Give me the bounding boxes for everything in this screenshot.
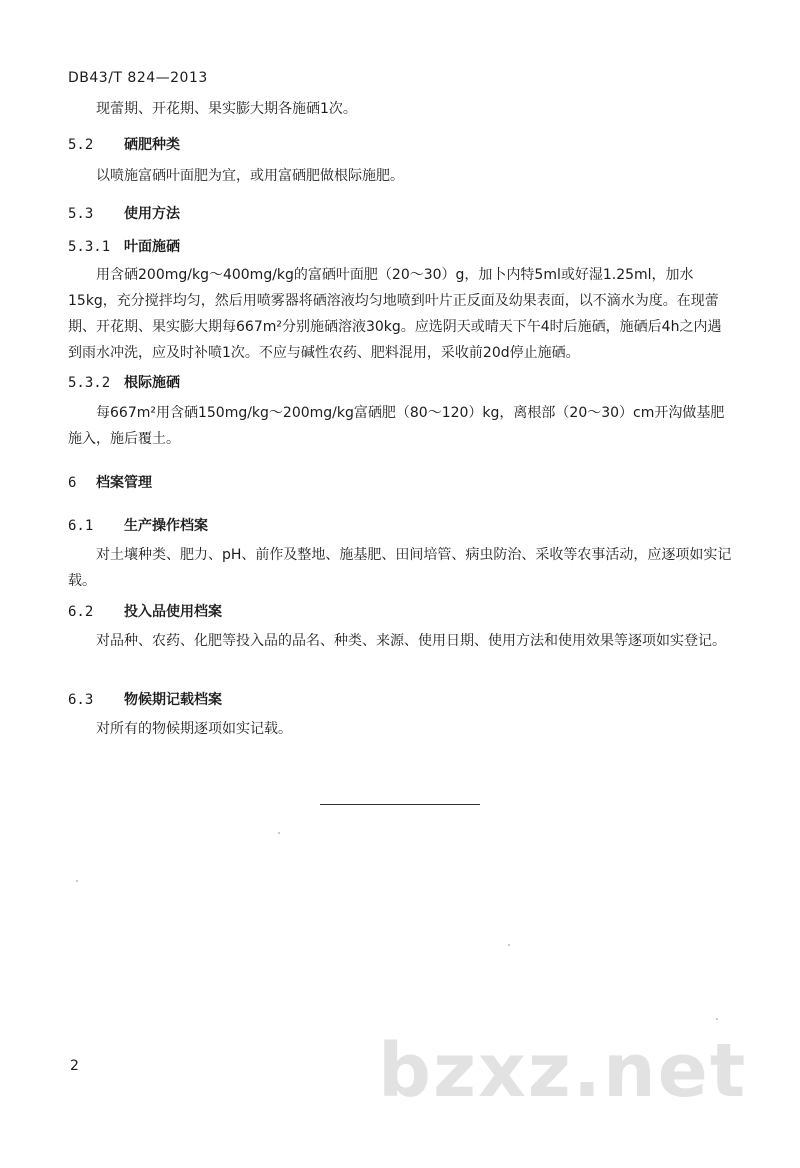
section-number: 5.2 xyxy=(68,137,94,153)
scan-speck xyxy=(508,944,510,946)
page-number: 2 xyxy=(70,1058,79,1074)
standard-code-header: DB43/T 824—2013 xyxy=(68,70,208,86)
section-5-3-heading xyxy=(68,203,180,223)
scan-speck xyxy=(76,880,78,882)
section-number: 6.2 xyxy=(68,604,94,620)
scan-speck xyxy=(278,832,280,834)
section-title: 硒肥种类 xyxy=(124,137,180,153)
paragraph-5-3-2: 每667m²用含硒150mg/kg～200mg/kg富硒肥（80～120）kg，离根部（20～30）cm开沟做基肥施入，施后覆土。 xyxy=(68,405,725,447)
section-number: 5.3 xyxy=(68,206,94,222)
section-title: 根际施硒 xyxy=(124,375,180,391)
section-title: 投入品使用档案 xyxy=(124,604,222,620)
paragraph-5-3-1: 用含硒200mg/kg～400mg/kg的富硒叶面肥（20～30）g，加卜内特5ml或好湿1.25ml，加水15kg，充分搅拌均匀，然后用喷雾器将硒溶液均匀地喷到叶片正反面及幼果表面，以不滴水为度。在现蕾期、开花期、果实膨大期每667m²分别施硒溶液30kg。应选阴天或晴天下午4时后施硒，施硒后4h之内遇到雨水冲洗，应及时补喷1次。不应与碱性农药、肥料混用，采收前20d停止施硒。 xyxy=(68,267,722,361)
section-number: 5.3.2 xyxy=(68,375,111,391)
section-title: 物候期记载档案 xyxy=(124,692,222,708)
paragraph-6-1: 对土壤种类、肥力、pH、前作及整地、施基肥、田间培管、病虫防治、采收等农事活动，应逐项如实记载。 xyxy=(68,547,732,589)
section-5-3-2-heading xyxy=(68,372,180,392)
section-title: 生产操作档案 xyxy=(124,518,208,534)
section-5-2-heading xyxy=(68,134,180,154)
section-number: 6.3 xyxy=(68,692,94,708)
paragraph-6-2: 对品种、农药、化肥等投入品的品名、种类、来源、使用日期、使用方法和使用效果等逐项如实登记。 xyxy=(96,633,726,649)
section-6-1-heading xyxy=(68,515,208,535)
paragraph-6-3: 对所有的物候期逐项如实记载。 xyxy=(96,721,292,737)
section-number: 6.1 xyxy=(68,518,94,534)
section-5-3-1-heading xyxy=(68,236,180,256)
watermark-logo: bzxz.net xyxy=(378,1028,748,1114)
section-number: 6 xyxy=(68,475,77,491)
section-number: 5.3.1 xyxy=(68,239,111,255)
paragraph-continuation: 现蕾期、开花期、果实膨大期各施硒1次。 xyxy=(96,101,357,117)
paragraph-5-2: 以喷施富硒叶面肥为宜，或用富硒肥做根际施肥。 xyxy=(96,168,404,184)
section-6-heading xyxy=(68,472,152,492)
scan-speck xyxy=(716,1018,718,1020)
section-6-3-heading xyxy=(68,689,222,709)
section-title: 使用方法 xyxy=(124,206,180,222)
end-of-document-rule xyxy=(320,804,480,805)
section-6-2-heading xyxy=(68,601,222,621)
section-title: 叶面施硒 xyxy=(124,239,180,255)
section-title: 档案管理 xyxy=(96,475,152,491)
